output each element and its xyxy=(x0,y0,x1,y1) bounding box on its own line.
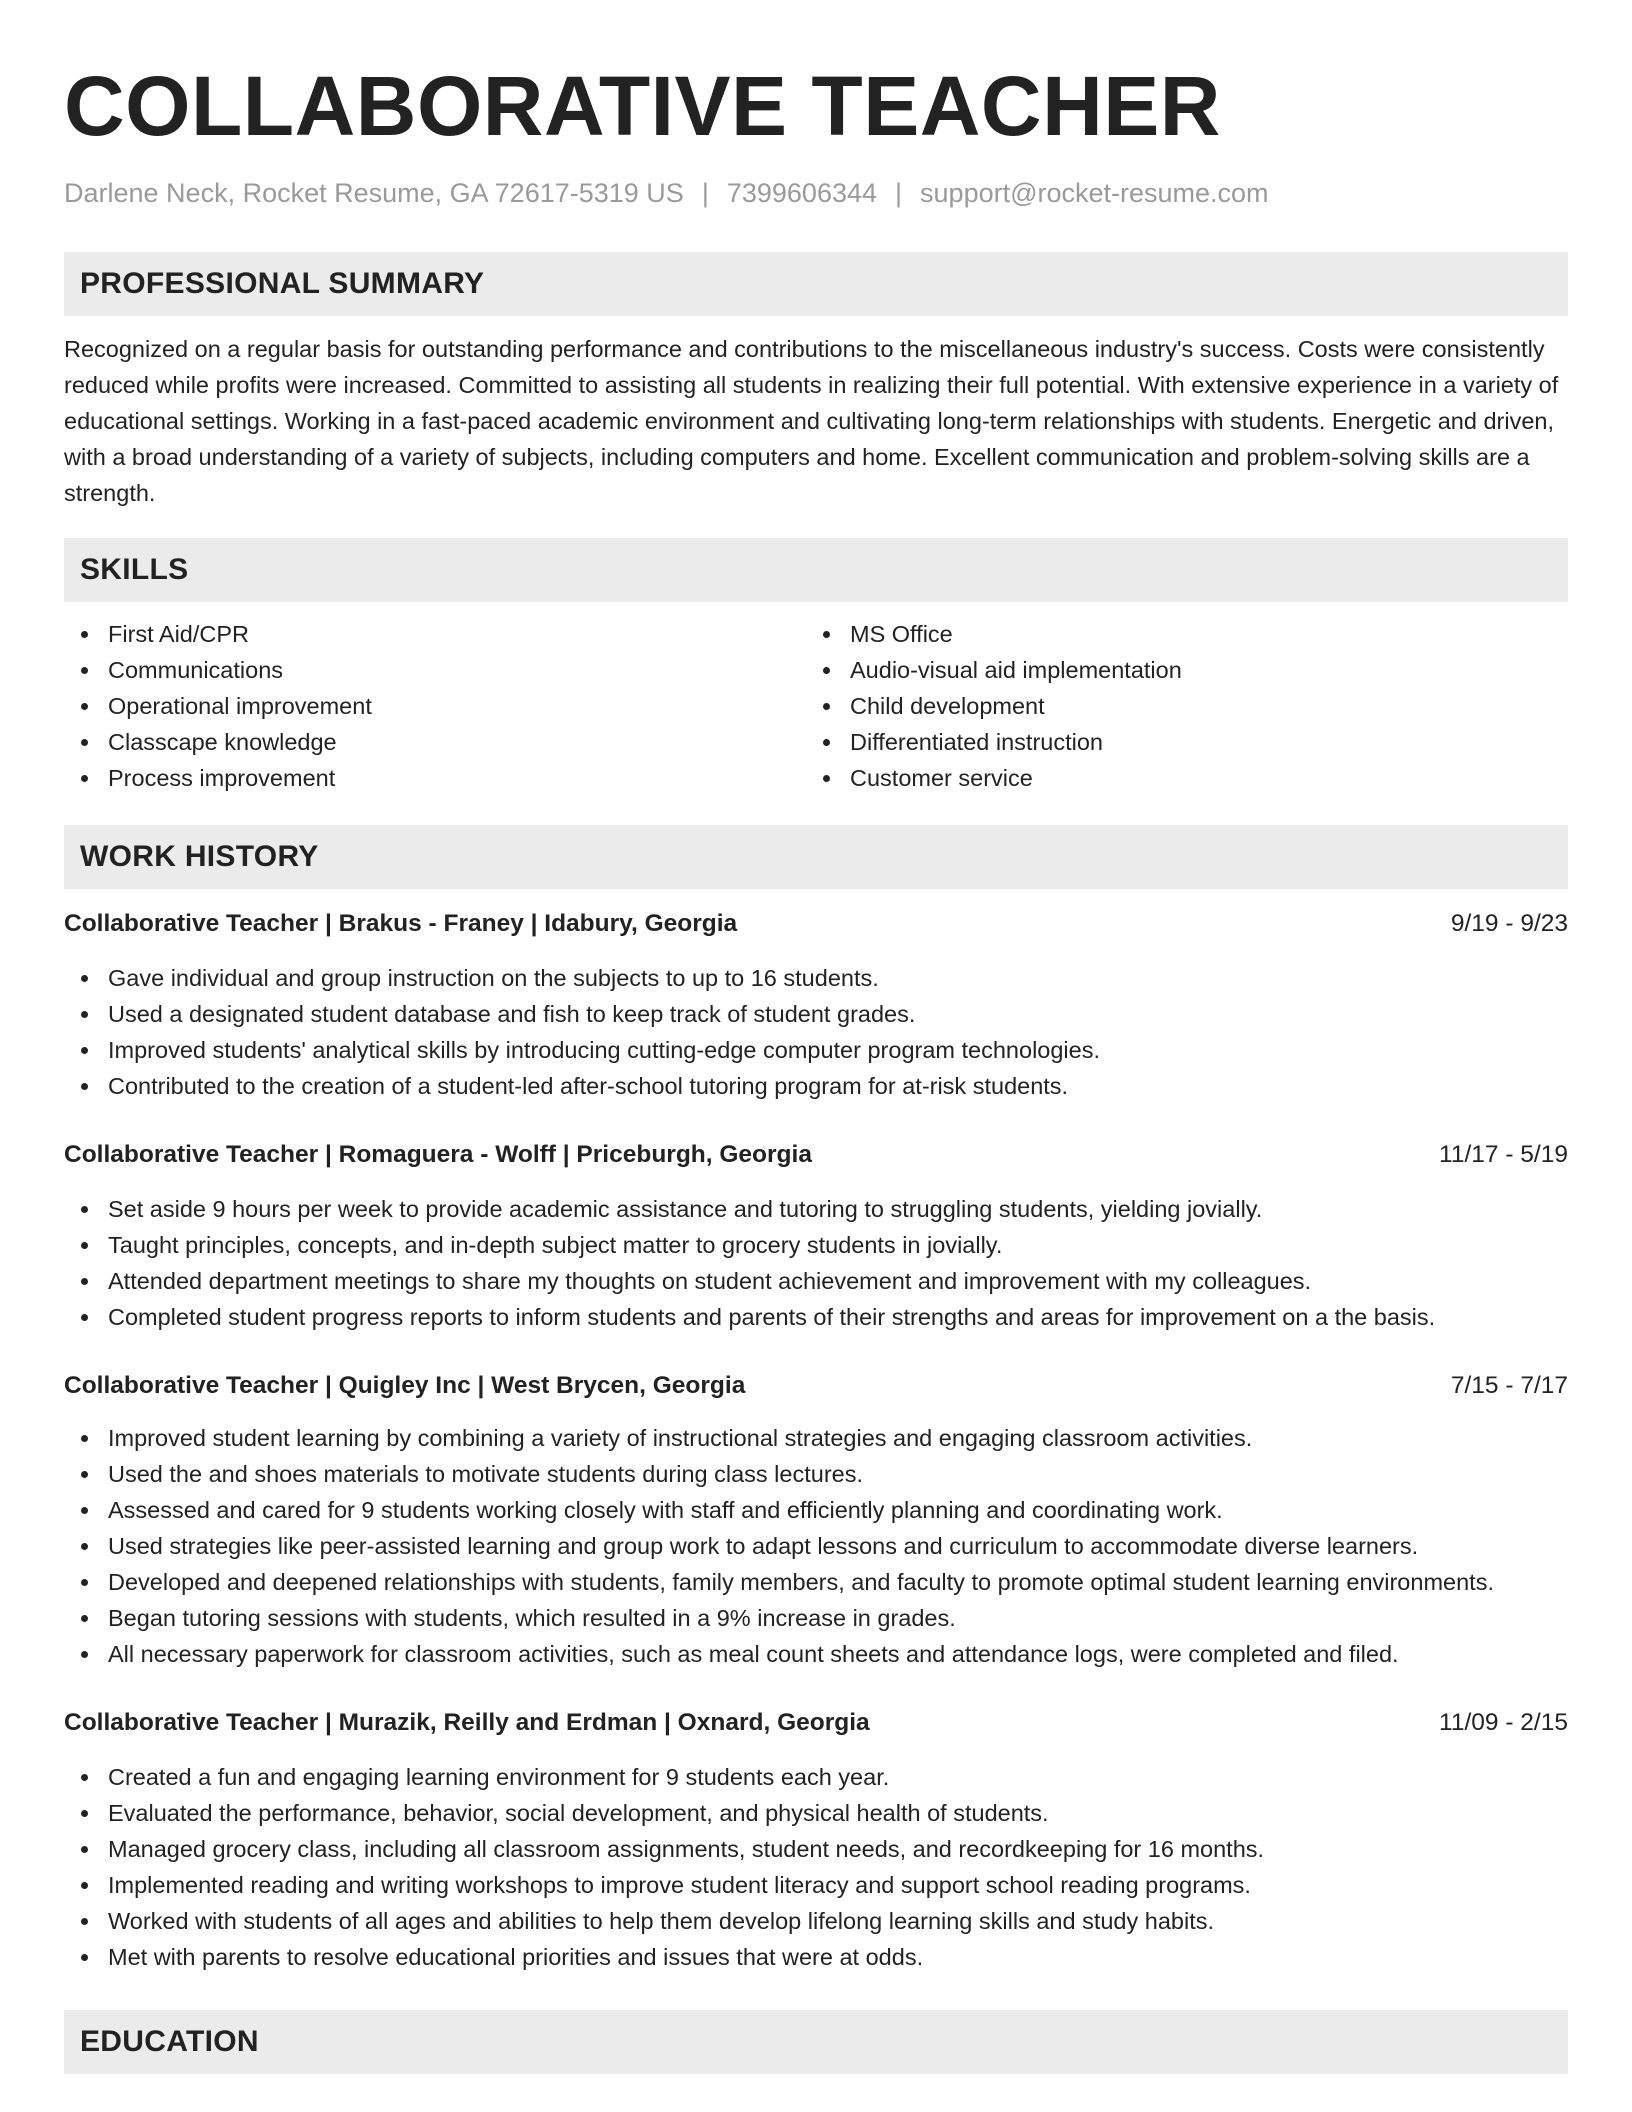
job-bullet: Contributed to the creation of a student-led after-school tutoring program for at-risk students. xyxy=(64,1068,1568,1104)
job-header xyxy=(64,1705,1568,1741)
job-bullets xyxy=(64,1420,1568,1672)
skill-item: Customer service xyxy=(806,760,1548,796)
job-bullet: Attended department meetings to share my thoughts on student achievement and improvement with my colleagues. xyxy=(64,1263,1568,1299)
skill-item: Differentiated instruction xyxy=(806,724,1548,760)
job-title: Collaborative Teacher | Romaguera - Wolff | Priceburgh, Georgia xyxy=(64,1141,812,1168)
job-bullet: Managed grocery class, including all classroom assignments, student needs, and recordkeeping for 16 months. xyxy=(64,1831,1568,1867)
job-title: Collaborative Teacher | Brakus - Franey | Idabury, Georgia xyxy=(64,910,738,937)
job-entry xyxy=(64,1705,1568,1975)
job-bullet: Taught principles, concepts, and in-depth subject matter to grocery students in jovially. xyxy=(64,1227,1568,1263)
job-bullet: Set aside 9 hours per week to provide academic assistance and tutoring to struggling students, yielding jovially. xyxy=(64,1191,1568,1227)
job-title: Collaborative Teacher | Quigley Inc | West Brycen, Georgia xyxy=(64,1372,746,1399)
skill-item: Operational improvement xyxy=(64,688,806,724)
job-bullet: Implemented reading and writing workshops to improve student literacy and support school reading programs. xyxy=(64,1867,1568,1903)
job-entry xyxy=(64,1368,1568,1672)
skill-item: Communications xyxy=(64,652,806,688)
job-header xyxy=(64,906,1568,942)
job-bullet: Developed and deepened relationships with students, family members, and faculty to promote optimal student learning environments. xyxy=(64,1564,1568,1600)
job-entry xyxy=(64,1137,1568,1335)
skills-right-list xyxy=(806,616,1548,796)
contact-address: Darlene Neck, Rocket Resume, GA 72617-5319 US xyxy=(64,178,684,208)
section-title: WORK HISTORY xyxy=(80,840,319,873)
section-header-work xyxy=(64,825,1568,889)
contact-email: support@rocket-resume.com xyxy=(920,178,1269,208)
job-bullet: All necessary paperwork for classroom activities, such as meal count sheets and attendance logs, were completed and filed. xyxy=(64,1636,1568,1672)
job-bullets xyxy=(64,960,1568,1104)
job-bullets xyxy=(64,1759,1568,1975)
skills-left-list xyxy=(64,616,806,796)
job-bullets xyxy=(64,1191,1568,1335)
job-title: Collaborative Teacher | Murazik, Reilly and Erdman | Oxnard, Georgia xyxy=(64,1709,870,1736)
job-bullet: Assessed and cared for 9 students working closely with staff and efficiently planning and coordinating work. xyxy=(64,1492,1568,1528)
skills-columns xyxy=(64,602,1568,796)
job-header xyxy=(64,1368,1568,1404)
job-bullet: Completed student progress reports to inform students and parents of their strengths and areas for improvement on a the basis. xyxy=(64,1299,1568,1335)
job-bullet: Created a fun and engaging learning environment for 9 students each year. xyxy=(64,1759,1568,1795)
skill-item: Child development xyxy=(806,688,1548,724)
job-bullet: Improved student learning by combining a variety of instructional strategies and engaging classroom activities. xyxy=(64,1420,1568,1456)
job-dates: 7/15 - 7/17 xyxy=(1450,1372,1568,1399)
contact-line xyxy=(64,176,1568,210)
section-header-summary xyxy=(64,252,1568,316)
job-bullet: Improved students' analytical skills by introducing cutting-edge computer program technologies. xyxy=(64,1032,1568,1068)
job-dates: 11/09 - 2/15 xyxy=(1439,1709,1568,1736)
job-bullet: Worked with students of all ages and abilities to help them develop lifelong learning skills and study habits. xyxy=(64,1903,1568,1939)
contact-separator: | xyxy=(895,178,903,208)
job-dates: 11/17 - 5/19 xyxy=(1439,1141,1568,1168)
section-header-education xyxy=(64,2010,1568,2074)
job-bullet: Used strategies like peer-assisted learning and group work to adapt lessons and curriculum to accommodate diverse learners. xyxy=(64,1528,1568,1564)
job-bullet: Began tutoring sessions with students, which resulted in a 9% increase in grades. xyxy=(64,1600,1568,1636)
job-header xyxy=(64,1137,1568,1173)
job-bullet: Used a designated student database and fish to keep track of student grades. xyxy=(64,996,1568,1032)
job-dates: 9/19 - 9/23 xyxy=(1450,910,1568,937)
resume-name: COLLABORATIVE TEACHER xyxy=(64,59,1221,153)
section-title: PROFESSIONAL SUMMARY xyxy=(80,267,485,300)
job-bullet: Gave individual and group instruction on the subjects to up to 16 students. xyxy=(64,960,1568,996)
section-title: EDUCATION xyxy=(80,2025,259,2058)
contact-phone: 7399606344 xyxy=(726,178,878,208)
skill-item: First Aid/CPR xyxy=(64,616,806,652)
job-bullet: Evaluated the performance, behavior, social development, and physical health of students. xyxy=(64,1795,1568,1831)
skill-item: Classcape knowledge xyxy=(64,724,806,760)
summary-text: Recognized on a regular basis for outstanding performance and contributions to the miscellaneous industry's success. Costs were consistently reduced while profits were increased. Committed to assisting all students in realizing their full potential. With extensive experience in a variety of educational settings. Working in a fast-paced academic environment and cultivating long-term relationships with students. Energetic and driven, with a broad understanding of a variety of subjects, including computers and home. Excellent communication and problem-solving skills are a strength. xyxy=(64,336,1559,506)
job-bullet: Met with parents to resolve educational priorities and issues that were at odds. xyxy=(64,1939,1568,1975)
skill-item: Audio-visual aid implementation xyxy=(806,652,1548,688)
section-header-skills xyxy=(64,538,1568,602)
job-entry xyxy=(64,906,1568,1104)
skill-item: Process improvement xyxy=(64,760,806,796)
contact-separator: | xyxy=(701,178,709,208)
skill-item: MS Office xyxy=(806,616,1548,652)
job-bullet: Used the and shoes materials to motivate students during class lectures. xyxy=(64,1456,1568,1492)
section-title: SKILLS xyxy=(80,553,189,586)
resume-page xyxy=(64,0,1568,2074)
